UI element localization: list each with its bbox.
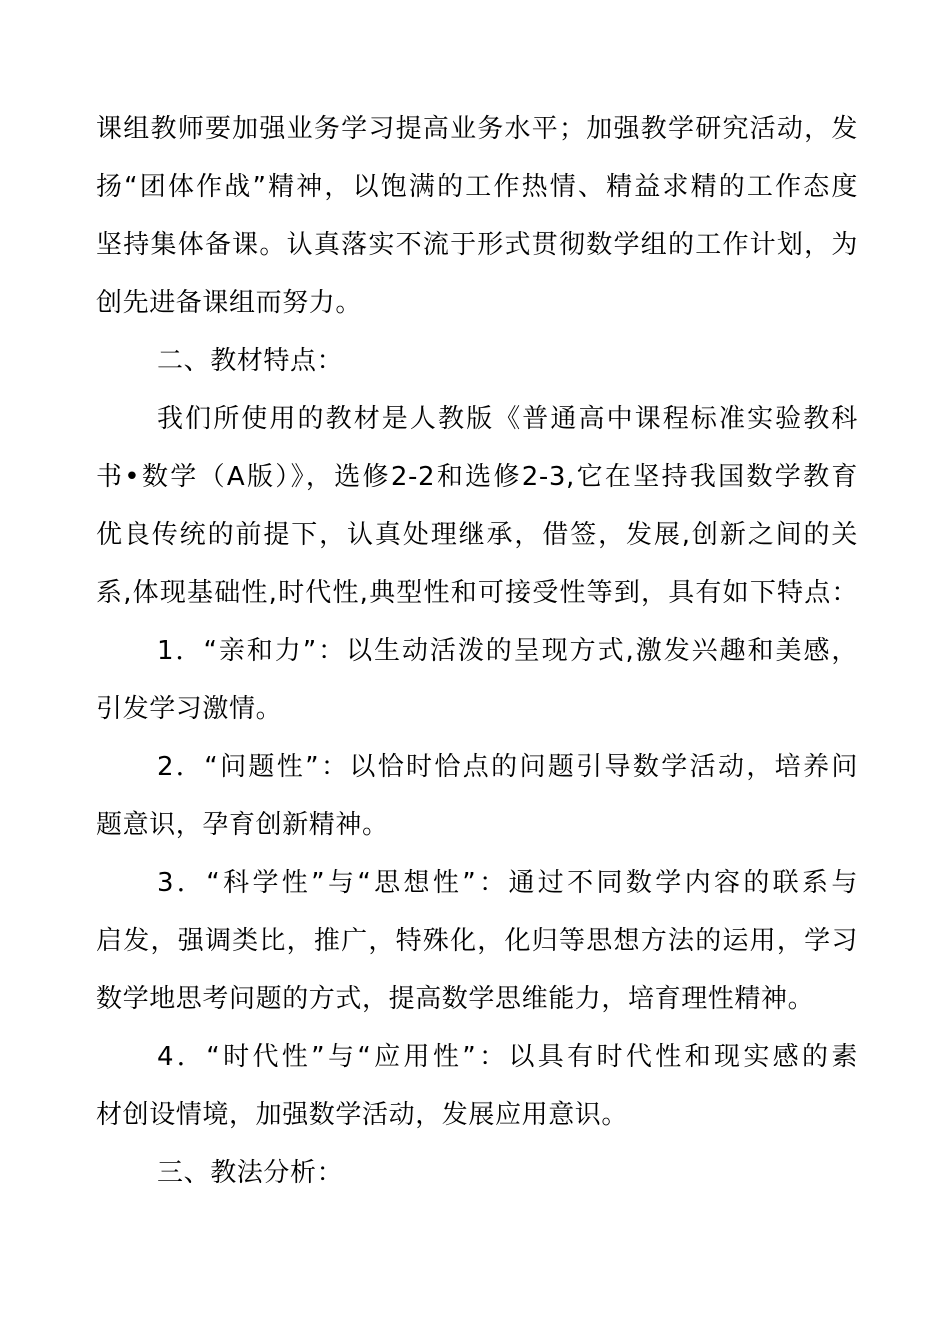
text-line: 优良传统的前提下，认真处理继承，借签，发展,创新之间的关 xyxy=(96,520,858,550)
text-line: 书•数学（A版）》，选修2-2和选修2-3,它在坚持我国数学教育 xyxy=(96,462,858,492)
list-item: 4．“时代性”与“应用性”：以具有时代性和现实感的素 xyxy=(157,1042,858,1072)
text-line: 创先进备课组而努力。 xyxy=(96,288,363,318)
text-line: 扬“团体作战”精神，以饱满的工作热情、精益求精的工作态度 xyxy=(96,172,858,202)
section-heading: 二、教材特点： xyxy=(157,346,344,376)
text-line: 启发，强调类比，推广，特殊化，化归等思想方法的运用，学习 xyxy=(96,926,858,956)
list-item: 2．“问题性”：以恰时恰点的问题引导数学活动，培养问 xyxy=(157,752,858,782)
text-line: 引发学习激情。 xyxy=(96,694,283,724)
text-line: 数学地思考问题的方式，提高数学思维能力，培育理性精神。 xyxy=(96,984,815,1014)
text-line: 材创设情境，加强数学活动，发展应用意识。 xyxy=(96,1100,629,1130)
text-line: 课组教师要加强业务学习提高业务水平；加强教学研究活动，发 xyxy=(96,114,858,144)
text-line: 坚持集体备课。认真落实不流于形式贯彻数学组的工作计划，为 xyxy=(96,230,858,260)
text-line: 我们所使用的教材是人教版《普通高中课程标准实验教科 xyxy=(157,404,858,434)
text-line: 系,体现基础性,时代性,典型性和可接受性等到，具有如下特点： xyxy=(96,578,858,608)
list-item: 3．“科学性”与“思想性”：通过不同数学内容的联系与 xyxy=(157,868,858,898)
list-item: 1．“亲和力”：以生动活泼的呈现方式,激发兴趣和美感， xyxy=(157,636,858,666)
text-line: 题意识，孕育创新精神。 xyxy=(96,810,389,840)
section-heading: 三、教法分析： xyxy=(157,1158,344,1188)
